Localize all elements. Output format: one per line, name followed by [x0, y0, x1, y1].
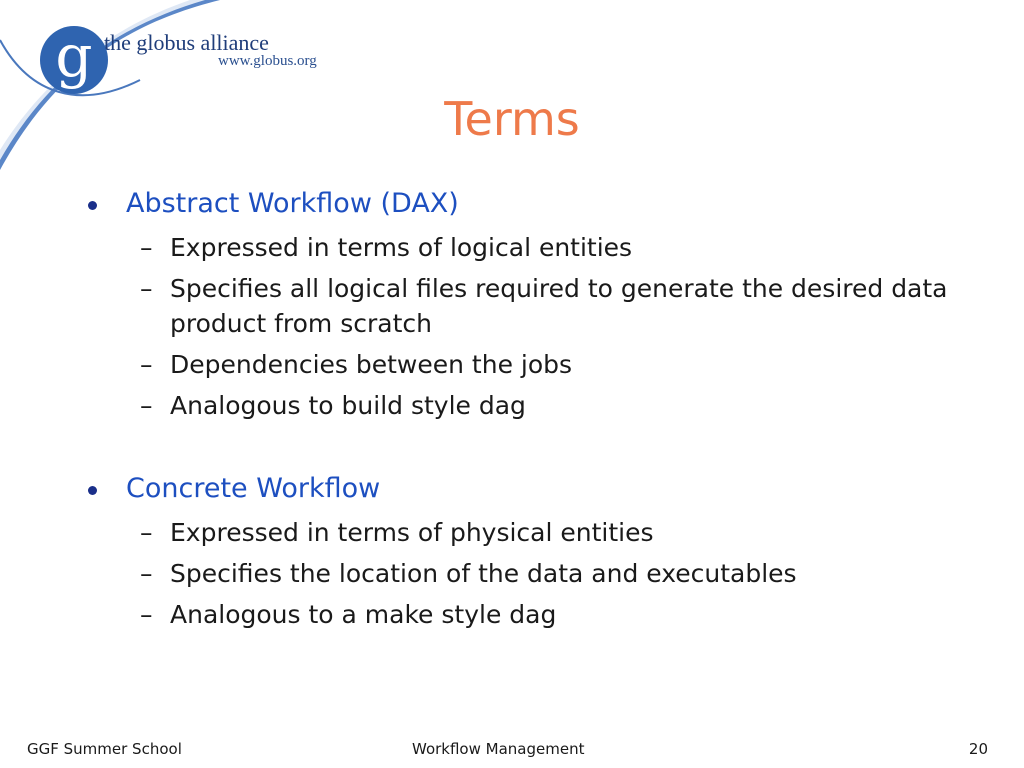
slide-footer [0, 740, 1024, 762]
sub-bullet-text: Expressed in terms of physical entities [170, 518, 654, 547]
footer-page-number: 20 [968, 740, 988, 758]
sub-bullet-text: Specifies all logical files required to generate the desired data product from scratch [170, 274, 948, 338]
footer-topic: Workflow Management [412, 740, 585, 758]
dash-icon: – [140, 274, 153, 303]
section-concrete-workflow [86, 469, 966, 632]
dash-icon: – [140, 350, 153, 379]
sub-bullet-item [86, 515, 966, 550]
sub-bullet-item [86, 597, 966, 632]
dash-icon: – [140, 391, 153, 420]
sub-bullet-text: Dependencies between the jobs [170, 350, 573, 379]
sub-bullet-item [86, 230, 966, 265]
dash-icon: – [140, 559, 153, 588]
slide-title: Terms [444, 92, 580, 146]
bullet-heading: Abstract Workflow (DAX) [126, 188, 459, 219]
bullet-dot-icon [88, 486, 97, 495]
brand-url: www.globus.org [218, 53, 317, 69]
dash-icon: – [140, 518, 153, 547]
footer-event-name: GGF Summer School [27, 740, 182, 758]
sub-bullet-item [86, 388, 966, 423]
sub-bullet-text: Specifies the location of the data and executables [170, 559, 797, 588]
sub-bullet-item [86, 271, 966, 341]
bullet-item [86, 469, 966, 509]
sub-bullet-text: Expressed in terms of logical entities [170, 233, 633, 262]
bullet-item [86, 184, 966, 224]
dash-icon: – [140, 233, 153, 262]
sub-bullet-text: Analogous to a make style dag [170, 600, 557, 629]
bullet-heading: Concrete Workflow [126, 473, 381, 504]
sub-bullet-list [86, 230, 966, 423]
slide-content [86, 184, 966, 678]
sub-bullet-item [86, 347, 966, 382]
brand-name: the globus alliance [104, 30, 269, 55]
sub-bullet-list [86, 515, 966, 632]
sub-bullet-item [86, 556, 966, 591]
globus-logo-letter: g [55, 22, 93, 90]
dash-icon: – [140, 600, 153, 629]
bullet-dot-icon [88, 201, 97, 210]
section-abstract-workflow [86, 184, 966, 423]
sub-bullet-text: Analogous to build style dag [170, 391, 526, 420]
